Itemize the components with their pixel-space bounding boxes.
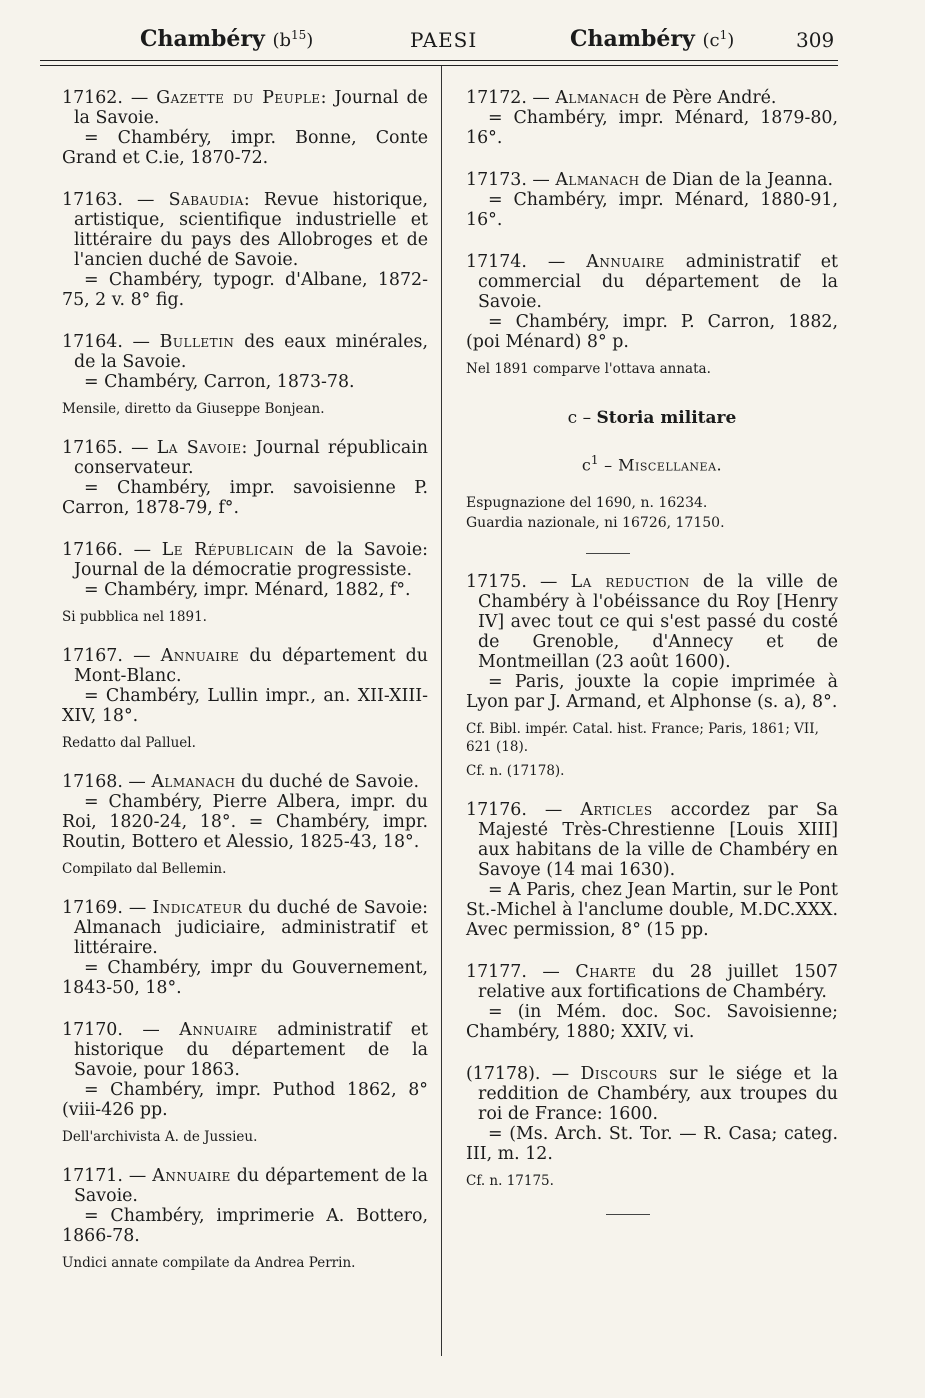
entry-note: Cf. n. (17178). xyxy=(466,763,565,780)
entry-title: Almanach xyxy=(151,772,236,792)
entry-imprint: = Chambéry, impr. savoisienne P. Carron, 1878-79, f°. xyxy=(62,478,428,518)
bibliography-entry: 17172. — Almanach de Père André. = Chambéry, impr. Ménard, 1879-80, 16°. xyxy=(466,88,838,148)
entry-note: Cf. Bibl. impér. Catal. hist. France; Paris, 1861; VII, 621 (18). xyxy=(466,721,819,756)
entry-imprint: = Chambéry, imprimerie A. Bottero, 1866-78. xyxy=(62,1206,428,1246)
entry-number: 17170. xyxy=(62,1020,123,1040)
bibliography-entry: 17164. — Bulletin des eaux minérales, de la Savoie. = Chambéry, Carron, 1873-78. xyxy=(62,332,428,392)
bibliography-entry: 17176. — Articles accordez par Sa Majesté Très-Chrestienne [Louis XIII] aux habitans de la ville de Chambéry en Savoye (14 mai 1630). = A Paris, chez Jean Martin, sur le Pont St.-Michel à l'anclume double, M.DC.XXX. Avec permission, 8° (15 pp. xyxy=(466,800,838,941)
entry-description: de la Savoie: Journal de la démocratie progressiste. xyxy=(74,540,428,580)
bibliography-entry: 17170. — Annuaire administratif et historique du département de la Savoie, pour 1863. = Chambéry, impr. Puthod 1862, 8° (viii-426 pp. xyxy=(62,1020,428,1120)
bibliography-entry: 17165. — La Savoie: Journal républicain conservateur. = Chambéry, impr. savoisienne P. Carron, 1878-79, f°. xyxy=(62,438,428,518)
entry-description: : Journal de la Savoie. xyxy=(74,88,428,128)
cross-ref-line: Espugnazione del 1690, n. 16234. xyxy=(466,495,708,512)
entry-imprint: = Chambéry, impr. Puthod 1862, 8° (viii-426 pp. xyxy=(62,1080,428,1120)
entry-imprint: = (Ms. Arch. St. Tor. — R. Casa; categ. III, m. 12. xyxy=(466,1124,838,1165)
center-running-title: PAESI xyxy=(410,28,478,52)
entry-imprint: = Chambéry, typogr. d'Albane, 1872-75, 2 v. 8° fig. xyxy=(62,270,428,310)
entry-description: du duché de Savoie: Almanach judiciaire, administratif et littéraire. xyxy=(74,898,428,958)
entry-title: La Savoie xyxy=(156,438,242,458)
entry-number: 17177. xyxy=(466,962,527,983)
bibliography-entry: 17175. — La reduction de la ville de Chambéry à l'obéissance du Roy [Henry IV] avec tout ce qui s'est passé du costé de Grenoble, d'Annecy et de Montmeillan (23 août 1600). = Paris, jouxte la copie imprimée à Lyon par J. Armand, et Alphonse (s. a), 8°. xyxy=(466,572,838,713)
entry-description: administratif et historique du département de la Savoie, pour 1863. xyxy=(74,1020,428,1080)
entry-title: Charte xyxy=(575,962,637,983)
entry-number: 17166. xyxy=(62,540,123,560)
left-column xyxy=(62,88,428,1292)
right-running-title: Chambéry $(c^1)$ xyxy=(570,26,735,52)
cross-references xyxy=(466,493,838,533)
entry-note: Redatto dal Palluel. xyxy=(62,735,196,751)
header-rule-double xyxy=(40,65,838,66)
bibliography-entry: 17173. — Almanach de Dian de la Jeanna. = Chambéry, impr. Ménard, 1880-91, 16°. xyxy=(466,170,838,230)
entry-description: de la ville de Chambéry à l'obéissance du Roy [Henry IV] avec tout ce qui s'est passé du costé de Grenoble, d'Annecy et de Montmeillan (23 août 1600). xyxy=(478,572,838,673)
entry-title: Almanach xyxy=(555,170,640,190)
right-column xyxy=(466,88,838,1233)
entry-imprint: = Paris, jouxte la copie imprimée à Lyon par J. Armand, et Alphonse (s. a), 8°. xyxy=(466,672,838,713)
entry-description: : Journal républicain conservateur. xyxy=(74,438,428,478)
bibliography-entry: 17168. — Almanach du duché de Savoie. = Chambéry, Pierre Albera, impr. du Roi, 1820-24, 18°. = Chambéry, impr. Routin, Bottero et Alessio, 1825-43, 18°. xyxy=(62,772,428,852)
entry-number: 17176. xyxy=(466,800,527,821)
entry-description: de Dian de la Jeanna. xyxy=(639,170,834,190)
entry-number: 17162. xyxy=(62,88,123,108)
entry-note: Cf. n. 17175. xyxy=(466,1173,554,1190)
entry-number: 17174. xyxy=(466,252,527,272)
entry-imprint: = Chambéry, impr. Bonne, Conte Grand et C.ie, 1870-72. xyxy=(62,128,428,168)
entry-title: Le Républicain xyxy=(161,540,295,560)
entry-title: Articles xyxy=(580,800,653,821)
entry-note: Dell'archivista A. de Jussieu. xyxy=(62,1129,258,1145)
cross-ref-line: Guardia nazionale, ni 16726, 17150. xyxy=(466,515,725,532)
header-rule xyxy=(40,60,838,61)
entry-imprint: = (in Mém. doc. Soc. Savoisienne; Chambéry, 1880; XXIV, vi. xyxy=(466,1002,838,1043)
entry-description: du département de la Savoie. xyxy=(74,1166,428,1206)
end-rule xyxy=(606,1214,650,1215)
entry-imprint: = Chambéry, Carron, 1873-78. xyxy=(84,372,355,392)
page-number: 309 xyxy=(796,28,835,52)
entry-title: Indicateur xyxy=(152,898,243,918)
entry-imprint: = Chambéry, impr. Ménard, 1879-80, 16°. xyxy=(466,108,838,148)
entry-imprint: = A Paris, chez Jean Martin, sur le Pont St.-Michel à l'anclume double, M.DC.XXX. Avec permission, 8° (15 pp. xyxy=(466,880,838,941)
entry-imprint: = Chambéry, impr. Ménard, 1882, f°. xyxy=(84,580,411,600)
entry-title: Discours xyxy=(580,1064,658,1085)
entry-title: La reduction xyxy=(570,572,690,593)
entry-description: administratif et commercial du département de la Savoie. xyxy=(478,252,838,312)
entry-number: 17168. xyxy=(62,772,123,792)
entry-title: Annuaire xyxy=(160,646,240,666)
bibliography-entry: 17169. — Indicateur du duché de Savoie: Almanach judiciaire, administratif et littéraire. = Chambéry, impr du Gouvernement, 1843-50, 18°. xyxy=(62,898,428,998)
entry-note: Si pubblica nel 1891. xyxy=(62,609,207,625)
entry-imprint: = Chambéry, impr. P. Carron, 1882, (poi Ménard) 8° p. xyxy=(466,312,838,352)
entry-number: 17171. xyxy=(62,1166,123,1186)
bibliography-entry: 17177. — Charte du 28 juillet 1507 relative aux fortifications de Chambéry. = (in Mém. doc. Soc. Savoisienne; Chambéry, 1880; XXIV, vi. xyxy=(466,962,839,1043)
separator-rule xyxy=(586,553,630,554)
entry-number: 17164. xyxy=(62,332,123,352)
entry-title: Sabaudia xyxy=(168,190,244,210)
entry-description: du 28 juillet 1507 relative aux fortifications de Chambéry. xyxy=(478,962,839,1003)
entry-number: 17167. xyxy=(62,646,123,666)
entry-number: 17175. xyxy=(466,572,527,593)
entry-number: 17163. xyxy=(62,190,123,210)
entry-title: Bulletin xyxy=(159,332,235,352)
entry-note: Compilato dal Bellemin. xyxy=(62,861,227,877)
bibliography-entry: 17171. — Annuaire du département de la Savoie. = Chambéry, imprimerie A. Bottero, 1866-78. xyxy=(62,1166,428,1246)
entry-number: 17172. xyxy=(466,88,527,108)
bibliography-entry: 17174. — Annuaire administratif et commercial du département de la Savoie. = Chambéry, impr. P. Carron, 1882, (poi Ménard) 8° p. xyxy=(466,252,838,352)
entry-description: du département du Mont-Blanc. xyxy=(74,646,428,686)
entry-description: : Revue historique, artistique, scientifique industrielle et littéraire du pays des Allobroges et de l'ancien duché de Savoie. xyxy=(74,190,429,270)
bibliography-entry: 17162. — Gazette du Peuple: Journal de la Savoie. = Chambéry, impr. Bonne, Conte Grand et C.ie, 1870-72. xyxy=(62,88,428,168)
column-divider xyxy=(441,66,442,1356)
entry-description: du duché de Savoie. xyxy=(235,772,420,792)
left-running-title: Chambéry $(b^{15})$ xyxy=(140,26,314,52)
entry-number: 17165. xyxy=(62,438,123,458)
entry-imprint: = Chambéry, impr du Gouvernement, 1843-50, 18°. xyxy=(62,958,428,998)
entry-description: des eaux minérales, de la Savoie. xyxy=(74,332,428,372)
page-header xyxy=(40,22,840,62)
entry-imprint: = Chambéry, Lullin impr., an. XII-XIII-XIV, 18°. xyxy=(62,686,428,726)
entry-title: Almanach xyxy=(555,88,640,108)
entry-imprint: = Chambéry, impr. Ménard, 1880-91, 16°. xyxy=(466,190,838,230)
entry-title: Annuaire xyxy=(152,1166,231,1186)
entry-note: Mensile, diretto da Giuseppe Bonjean. xyxy=(62,401,325,417)
bibliography-entry: 17166. — Le Républicain de la Savoie: Journal de la démocratie progressiste. = Chambéry, impr. Ménard, 1882, f°. xyxy=(62,540,428,600)
entry-number: 17169. xyxy=(62,898,123,918)
section-heading: c – Storia militare $c^1$ – Miscellanea. xyxy=(567,408,737,475)
entry-number: (17178). xyxy=(466,1064,541,1085)
entry-number: 17173. xyxy=(466,170,527,190)
bibliography-entry: 17163. — Sabaudia: Revue historique, artistique, scientifique industrielle et littéraire du pays des Allobroges et de l'ancien duché de Savoie. = Chambéry, typogr. d'Albane, 1872-75, 2 v. 8° fig. xyxy=(62,190,429,310)
entry-title: Gazette du Peuple xyxy=(156,88,321,108)
entry-title: Annuaire xyxy=(179,1020,258,1040)
entry-description: accordez par Sa Majesté Très-Chrestienne [Louis XIII] aux habitans de la ville de Chambéry en Savoye (14 mai 1630). xyxy=(478,800,838,881)
bibliography-entry: (17178). — Discours sur le siége et la reddition de Chambéry, aux troupes du roi de France: 1600. = (Ms. Arch. St. Tor. — R. Casa; categ. III, m. 12. xyxy=(466,1064,838,1165)
entry-description: sur le siége et la reddition de Chambéry, aux troupes du roi de France: 1600. xyxy=(478,1064,838,1125)
entry-description: de Père André. xyxy=(639,88,777,108)
entry-title: Annuaire xyxy=(586,252,665,272)
entry-note: Undici annate compilate da Andrea Perrin. xyxy=(62,1255,356,1271)
bibliography-entry: 17167. — Annuaire du département du Mont-Blanc. = Chambéry, Lullin impr., an. XII-XIII-XIV, 18°. xyxy=(62,646,428,726)
entry-note: Nel 1891 comparve l'ottava annata. xyxy=(466,361,711,377)
entry-imprint: = Chambéry, Pierre Albera, impr. du Roi, 1820-24, 18°. = Chambéry, impr. Routin, Bottero et Alessio, 1825-43, 18°. xyxy=(62,792,428,852)
